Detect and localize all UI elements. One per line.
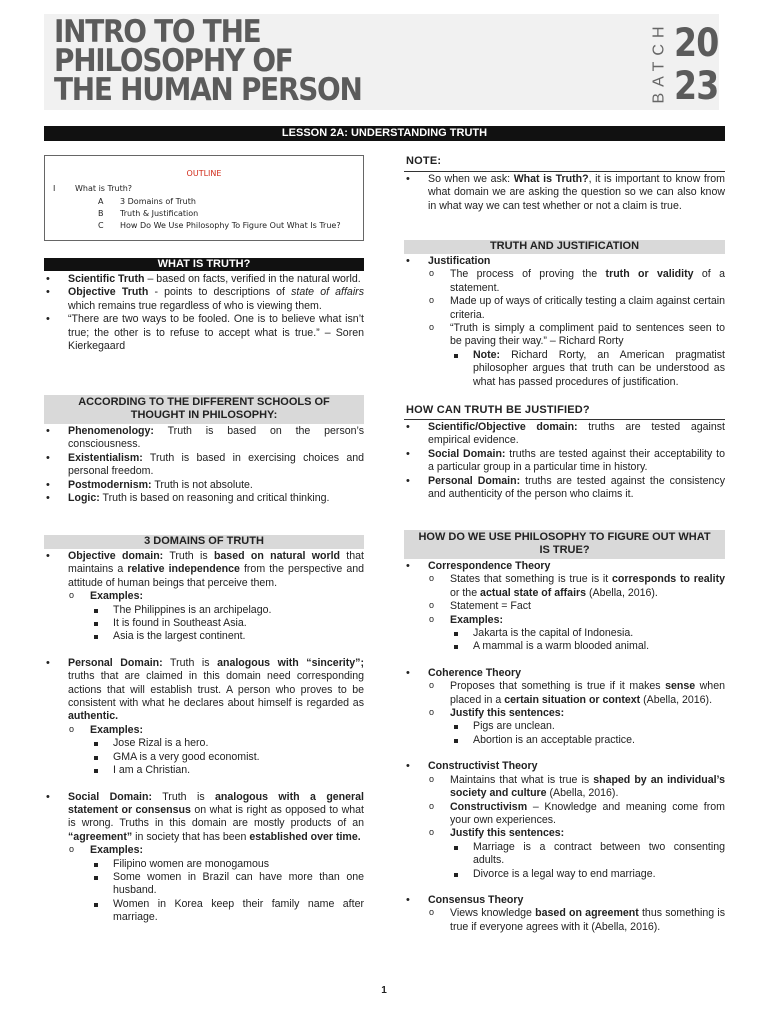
correspondence-theory: • Correspondence Theory [404, 560, 725, 573]
example-item: Jakarta is the capital of Indonesia. [404, 627, 725, 640]
example-item: Divorce is a legal way to end marriage. [404, 868, 725, 881]
note-heading: NOTE: [406, 155, 442, 167]
examples-label: o Examples: [44, 724, 364, 737]
list-item: • Phenomenology: Truth is based on the person’s consciousness. [44, 425, 364, 452]
list-item: • Objective Truth - points to descriptions of state of affairs which remains true regardless of who is viewing them. [44, 286, 364, 313]
theories-list [404, 560, 725, 934]
batch-label: BATCH [650, 20, 668, 104]
examples-label: o Examples: [44, 844, 364, 857]
example-item: Women in Korea keep their family name after marriage. [44, 898, 364, 925]
sub-item: o The process of proving the truth or validity of a statement. [404, 268, 725, 295]
domains-heading: 3 DOMAINS OF TRUTH [44, 535, 364, 549]
sub-item: o Constructivism – Knowledge and meaning come from your own experiences. [404, 801, 725, 828]
examples-label: o Examples: [44, 590, 364, 603]
title-line-2: PHILOSOPHY OF [54, 43, 293, 79]
year-top: 20 [674, 21, 719, 66]
personal-domain: • Personal Domain: Truth is analogous with “sincerity”; truths that are claimed in this domain need corresponding actions that will establish trust. A person who proves to be consistent with what he declares about himself is regarded as authentic. [44, 657, 364, 724]
what-is-truth-heading: WHAT IS TRUTH? [44, 258, 364, 271]
list-item: • Personal Domain: truths are tested against the consistency and authenticity of the person who claims it. [404, 475, 725, 502]
outline-item-2: 3 Domains of Truth [120, 197, 196, 206]
sub-item: o States that something is true is it corresponds to reality or the actual state of affairs (Abella, 2016). [404, 573, 725, 600]
sub-item: o Statement = Fact [404, 600, 725, 613]
domains-list [44, 550, 364, 925]
list-item: • “There are two ways to be fooled. One is to believe what isn’t true; the other is to refuse to accept what is true.” – Soren Kierkegaard [44, 313, 364, 353]
example-item: Asia is the largest continent. [44, 630, 364, 643]
example-item: GMA is a very good economist. [44, 751, 364, 764]
example-item: Jose Rizal is a hero. [44, 737, 364, 750]
outline-num-2: A [98, 197, 104, 206]
sub-item: o Made up of ways of critically testing a claim against certain criteria. [404, 295, 725, 322]
consensus-theory: • Consensus Theory [404, 894, 725, 907]
sub-item: o Proposes that something is true if it makes sense when placed in a certain situation or context (Abella, 2016). [404, 680, 725, 707]
figure-out-heading: HOW DO WE USE PHILOSOPHY TO FIGURE OUT WHAT IS TRUE? [404, 530, 725, 559]
example-item: Pigs are unclean. [404, 720, 725, 733]
list-item: • So when we ask: What is Truth?, it is important to know from what domain we are asking the question so we can also know in what way we can test whether or not a claim is true. [404, 173, 725, 213]
note-body [404, 173, 725, 213]
list-item: • Justification [404, 255, 725, 268]
outline-item-4: How Do We Use Philosophy To Figure Out What Is True? [120, 221, 341, 230]
justified-underline [404, 419, 725, 420]
sub-item: o Views knowledge based on agreement thus something is true if everyone agrees with it (Abella, 2016). [404, 907, 725, 934]
example-item: It is found in Southeast Asia. [44, 617, 364, 630]
title-line-1: INTRO TO THE [54, 14, 261, 50]
outline-title: OUTLINE [186, 169, 222, 178]
social-domain: • Social Domain: Truth is analogous with a general statement or consensus on what is right as opposed to what is wrong. Truths in this domain are mostly products of an “agreement” in society that has been established over time. [44, 791, 364, 845]
course-title [54, 14, 362, 108]
schools-list [44, 425, 364, 505]
justified-heading: HOW CAN TRUTH BE JUSTIFIED? [406, 404, 590, 416]
outline-item-3: Truth & Justification [120, 209, 199, 218]
justification-heading: TRUTH AND JUSTIFICATION [404, 240, 725, 254]
example-item: I am a Christian. [44, 764, 364, 777]
lesson-title: LESSON 2A: UNDERSTANDING TRUTH [44, 126, 725, 141]
sub-item: o “Truth is simply a compliment paid to sentences seen to be paving their way.” – Richard Rorty [404, 322, 725, 349]
example-item: The Philippines is an archipelago. [44, 604, 364, 617]
examples-label: o Examples: [404, 614, 725, 627]
list-item: • Scientific Truth – based on facts, verified in the natural world. [44, 273, 364, 286]
justified-list [404, 421, 725, 501]
outline-num-1: I [53, 184, 56, 193]
page-number: 1 [381, 985, 387, 996]
list-item: • Scientific/Objective domain: truths are tested against empirical evidence. [404, 421, 725, 448]
list-item: • Postmodernism: Truth is not absolute. [44, 479, 364, 492]
outline-num-4: C [98, 221, 104, 230]
example-item: Some women in Brazil can have more than one husband. [44, 871, 364, 898]
year-bottom: 23 [674, 64, 719, 109]
sub-sub-item: Note: Richard Rorty, an American pragmatist philosopher argues that truth can be understood as what has passed procedures of justification. [404, 349, 725, 389]
example-item: Marriage is a contract between two consenting adults. [404, 841, 725, 868]
list-item: • Social Domain: truths are tested against their acceptability to a particular group in a particular time in history. [404, 448, 725, 475]
constructivist-theory: • Constructivist Theory [404, 760, 725, 773]
outline-box [44, 155, 364, 241]
note-underline [404, 171, 725, 172]
title-line-3: THE HUMAN PERSON [54, 72, 362, 108]
example-item: A mammal is a warm blooded animal. [404, 640, 725, 653]
justify-label: o Justify this sentences: [404, 707, 725, 720]
list-item: • Logic: Truth is based on reasoning and critical thinking. [44, 492, 364, 505]
example-item: Filipino women are monogamous [44, 858, 364, 871]
justification-list [404, 255, 725, 389]
outline-item-1: What is Truth? [75, 184, 133, 193]
coherence-theory: • Coherence Theory [404, 667, 725, 680]
schools-heading: ACCORDING TO THE DIFFERENT SCHOOLS OF THOUGHT IN PHILOSOPHY: [44, 395, 364, 424]
sub-item: o Maintains that what is true is shaped by an individual’s society and culture (Abella, 2016). [404, 774, 725, 801]
what-is-truth-list [44, 273, 364, 353]
justify-label: o Justify this sentences: [404, 827, 725, 840]
objective-domain: • Objective domain: Truth is based on natural world that maintains a relative independence from the perspective and attitude of human beings that perceive them. [44, 550, 364, 590]
list-item: • Existentialism: Truth is based in exercising choices and personal freedom. [44, 452, 364, 479]
example-item: Abortion is an acceptable practice. [404, 734, 725, 747]
batch-year [674, 22, 718, 108]
outline-num-3: B [98, 209, 104, 218]
